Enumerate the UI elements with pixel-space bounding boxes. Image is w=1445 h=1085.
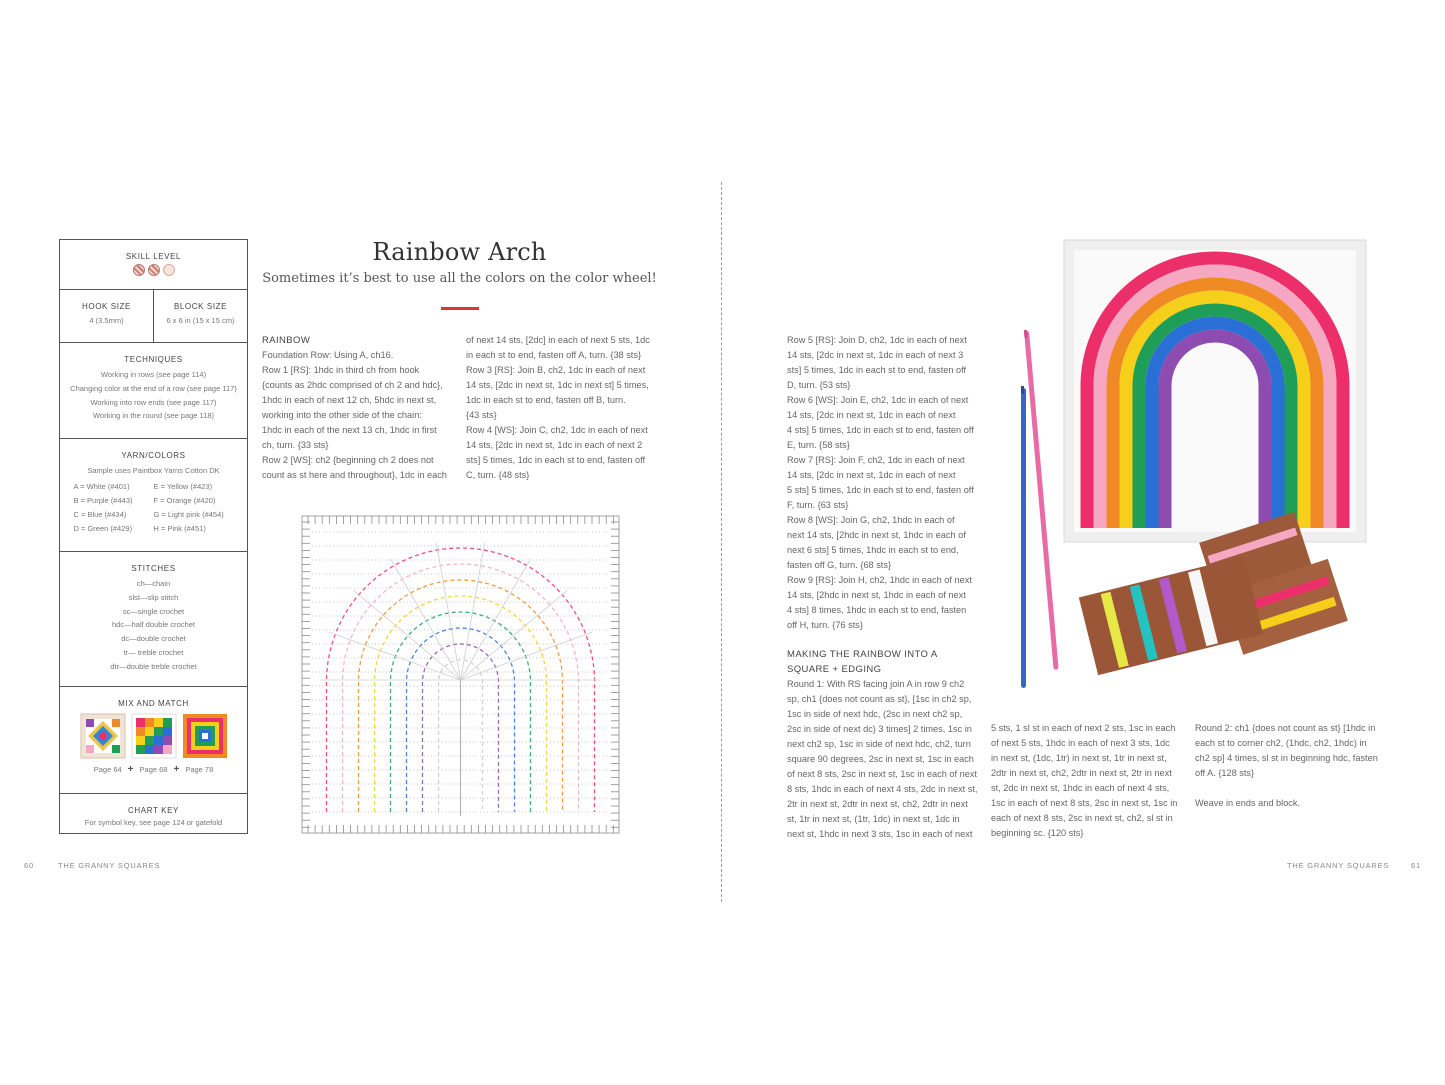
block-size-cell (154, 290, 247, 342)
skill-level-heading: SKILL LEVEL (125, 252, 182, 261)
instruction-line: ch, turn. {33 sts} (262, 440, 329, 450)
instruction-line: Weave in ends and block. (1195, 798, 1301, 808)
instruction-line: of next 14 sts, [2dc] in each of next 5 sts, 1dc (466, 335, 650, 345)
instruction-line: in each st to end, fasten off A, turn. {38 sts} (466, 350, 642, 360)
instruction-line: 2sc in side of next dc) 3 times] 2 times, 1sc in (787, 724, 972, 734)
instruction-line: Round 2: ch1 {does not count as st} [1hdc in (1195, 723, 1376, 733)
instruction-line: Foundation Row: Using A, ch16. (262, 350, 394, 360)
pattern-info-box (59, 239, 248, 834)
instruction-line: {counts as 2hdc comprised of ch 2 and hdc}, (262, 380, 443, 390)
instruction-line: Row 2 [WS]: ch2 {beginning ch 2 does not (262, 455, 434, 465)
instruction-line: of next 5 sts, 1hdc in each of next 3 sts, 1dc (991, 738, 1170, 748)
instruction-line: sp, ch1 {does not count as st}, [1sc in ch2 sp, (787, 694, 972, 704)
stitch-item: dc—double crochet (121, 634, 186, 644)
block-size-heading: BLOCK SIZE (173, 302, 228, 311)
instruction-line: {43 sts} (466, 410, 497, 420)
yarn-colors-heading: YARN/COLORS (121, 451, 186, 460)
instruction-line: each of next 8 sts, 2sc in next st, ch2, sl st in (991, 813, 1173, 823)
techniques-heading: TECHNIQUES (124, 355, 183, 364)
instruction-line: ch2 sp] 4 times, sl st in beginning hdc, fasten (1195, 753, 1378, 763)
technique-item: Working in rows (see page 114) (100, 370, 207, 379)
instructions-column (787, 333, 987, 842)
instruction-line: 2tr in next st, 2dtr in next st, ch2, 2dtr in next (787, 799, 968, 809)
hook-size-cell (60, 290, 154, 342)
instruction-line: Row 5 [RS]: Join D, ch2, 1dc in each of next (787, 335, 967, 345)
skill-dot-filled (148, 264, 160, 276)
crochet-stitch-chart (298, 512, 623, 837)
chart-key-note: For symbol key, see page 124 or gatefold (84, 818, 223, 827)
granny-square-thumbnail[interactable] (131, 713, 177, 759)
pattern-title: Rainbow Arch (372, 238, 547, 266)
page-spine (721, 182, 722, 902)
crochet-hook-icon (1024, 330, 1059, 670)
instruction-line: sts] 5 times, 1dc in each st to end, fasten off (466, 455, 646, 465)
technique-item: Working into row ends (see page 117) (90, 397, 217, 407)
page-number: 60 (24, 861, 34, 870)
instruction-line: off H, turn. {76 sts} (787, 620, 863, 630)
section-heading: RAINBOW (262, 335, 311, 346)
instruction-line: 14 sts, [2dc in next st, 1dc in each of next 2 (466, 440, 643, 450)
technique-item: Changing color at the end of a row (see page 117) (70, 383, 237, 393)
instructions-column (262, 333, 462, 483)
page-number: 61 (1411, 861, 1421, 870)
instruction-line: of next 8 sts, 2sc in next st, 1sc in each of next (787, 769, 977, 779)
instructions-column (991, 721, 1191, 841)
yarn-color-list (60, 480, 247, 536)
section-heading: MAKING THE RAINBOW INTO A (787, 649, 938, 660)
instruction-line: fasten off G, turn. {68 sts} (787, 560, 892, 570)
instruction-line: off A. {128 sts} (1195, 768, 1255, 778)
block-size-value: 6 x 6 in (15 x 15 cm) (166, 316, 235, 325)
yarn-colors-section (60, 439, 247, 552)
chart-ray (329, 632, 461, 680)
section-heading: SQUARE + EDGING (787, 664, 882, 675)
hook-size-heading: HOOK SIZE (82, 302, 131, 311)
instruction-line: D, turn. {53 sts} (787, 380, 851, 390)
instruction-line: 1sc in each of next 8 sts, 2sc in next st, 1sc in (991, 798, 1178, 808)
instruction-line: next 6 sts] 5 times, 1hdc in each st to end, (787, 545, 959, 555)
instruction-line: Row 7 [RS]: Join F, ch2, 1dc in each of next (787, 455, 965, 465)
instruction-line: 1dc in each st to end, fasten off B, turn. (466, 395, 626, 405)
instruction-line: count as st here and throughout}, 1dc in each (262, 470, 447, 480)
pattern-subtitle: Sometimes it’s best to use all the colors on the color wheel! (262, 271, 657, 286)
crochet-hook-icon (1021, 386, 1026, 688)
chart-key-section (60, 794, 247, 834)
title-divider (441, 307, 479, 310)
stitches-section (60, 552, 247, 687)
instruction-line: st, 1tr in next st, (1tr, 1dc) in next st, 1dc in (787, 814, 960, 824)
instruction-line: next st, 1hdc in next 3 sts, 1sc in each of next (787, 829, 973, 839)
stitch-item: sc—single crochet (122, 606, 185, 616)
running-footer: THE GRANNY SQUARES (1287, 861, 1390, 870)
mix-and-match-heading: MIX AND MATCH (118, 699, 189, 708)
instruction-line: next 14 sts, [2hdc in next st, 1hdc in each of (787, 530, 966, 540)
related-squares (60, 713, 247, 759)
instruction-line: 14 sts, [2dc in next st, 1dc in next st] 5 times, (466, 380, 649, 390)
skill-level-indicator (60, 264, 247, 276)
skill-dot-filled (133, 264, 145, 276)
yarn-color-item: D = Green (#429) (73, 523, 133, 533)
instruction-line: 14 sts, [2dc in next st, 1dc in each of next 3 (787, 350, 964, 360)
instruction-line: 5 sts, 1 sl st in each of next 2 sts, 1sc in each (991, 723, 1176, 733)
instruction-line: Round 1: With RS facing join A in row 9 ch2 (787, 679, 965, 689)
instruction-line: each st to corner ch2, (1hdc, ch2, 1hdc) in (1195, 738, 1367, 748)
instruction-line: 1hdc in each of the next 13 ch, 1hdc in first (262, 425, 437, 435)
instruction-line: 14 sts, [2hdc in next st, 1hdc in each of next (787, 590, 966, 600)
yarn-card (1079, 556, 1263, 675)
plus-icon: + (173, 764, 180, 775)
instruction-line: Row 4 [WS]: Join C, ch2, 1dc in each of next (466, 425, 648, 435)
instruction-line: E, turn. {58 sts} (787, 440, 850, 450)
instruction-line: working into the other side of the chain: (262, 410, 422, 420)
rainbow-square-photo (1010, 236, 1370, 696)
size-section (60, 290, 247, 343)
page-link[interactable]: Page 68 (139, 765, 168, 774)
instruction-line: beginning sc. {120 sts} (991, 828, 1084, 838)
chart-ray (461, 632, 593, 680)
instruction-line: square 90 degrees, 2sc in next st, 1sc in each (787, 754, 974, 764)
instruction-line: 4 sts] 8 times, 1hdc in each st to end, fasten (787, 605, 967, 615)
hook-size-value: 4 (3.5mm) (89, 316, 124, 325)
instructions-column (466, 333, 666, 483)
yarn-color-item: C = Blue (#434) (73, 509, 127, 519)
instruction-line: 1hdc in each of next 12 ch, 5hdc in next st, (262, 395, 437, 405)
yarn-sample-note: Sample uses Paintbox Yarns Cotton DK (87, 466, 220, 475)
yarn-color-item: F = Orange (#420) (153, 495, 216, 505)
granny-square-thumbnail[interactable] (80, 713, 126, 759)
stitch-item: ch—chain (136, 579, 171, 588)
instruction-line: Row 9 [RS]: Join H, ch2, 1hdc in each of next (787, 575, 972, 585)
instruction-line: next ch2 sp, 1sc in side of next hdc, ch2, turn (787, 739, 971, 749)
techniques-section (60, 343, 247, 439)
yarn-color-item: E = Yellow (#423) (153, 481, 213, 491)
page-link[interactable]: Page 78 (185, 765, 214, 774)
stitch-item: dtr—double treble crochet (110, 661, 197, 671)
instruction-line: Row 8 [WS]: Join G, ch2, 1hdc in each of (787, 515, 955, 525)
instruction-line: Row 3 [RS]: Join B, ch2, 1dc in each of next (466, 365, 646, 375)
plus-icon: + (127, 764, 134, 775)
mix-and-match-section (60, 687, 247, 794)
skill-dot-empty (163, 264, 175, 276)
instruction-line: 5 sts] 5 times, 1dc in each st to end, fasten off (787, 485, 974, 495)
stitches-heading: STITCHES (131, 564, 176, 573)
page-link[interactable]: Page 64 (93, 765, 122, 774)
instruction-line: 14 sts, [2dc in next st, 1dc in each of next (787, 470, 956, 480)
instruction-line: C, turn. {48 sts} (466, 470, 530, 480)
instruction-line: Row 1 [RS]: 1hdc in third ch from hook (262, 365, 420, 375)
instruction-line: 8 sts, 1hdc in each of next 4 sts, 2dc in next st, (787, 784, 978, 794)
instruction-line: 2dtr in next st, ch2, 2dtr in next st, 2tr in next (991, 768, 1172, 778)
granny-square-thumbnail[interactable] (182, 713, 228, 759)
related-page-links (60, 765, 247, 774)
technique-item: Working in the round (see page 118) (92, 411, 215, 421)
stitch-item: tr— treble crochet (123, 647, 184, 657)
instruction-line: st, 2dc in next st, 1hdc in each of next 4 sts, (991, 783, 1170, 793)
instruction-line: 1sc in side of next hdc, (2sc in next ch2 sp, (787, 709, 963, 719)
instruction-line: 14 sts, [2dc in next st, 1dc in each of next (787, 410, 956, 420)
running-footer: THE GRANNY SQUARES (58, 861, 161, 870)
chart-key-heading: CHART KEY (128, 806, 179, 815)
stitch-item: slst—slip stitch (128, 592, 179, 602)
skill-level-section (60, 240, 247, 290)
instruction-line: sts] 5 times, 1dc in each st to end, fasten off (787, 365, 967, 375)
yarn-color-item: B = Purple (#443) (73, 495, 133, 505)
instructions-column (1195, 721, 1395, 811)
yarn-color-item: A = White (#401) (73, 481, 130, 491)
yarn-color-item: G = Light pink (#454) (153, 509, 224, 519)
yarn-color-item: H = Pink (#451) (153, 523, 206, 533)
instruction-line: 4 sts] 5 times, 1dc in each st to end, fasten off (787, 425, 974, 435)
stitch-item: hdc—half double crochet (112, 620, 195, 630)
instruction-line: F, turn. {63 sts} (787, 500, 849, 510)
instruction-line: in next st, (1dc, 1tr) in next st, 1tr in next st, (991, 753, 1167, 763)
instruction-line: Row 6 [WS]: Join E, ch2, 1dc in each of next (787, 395, 969, 405)
